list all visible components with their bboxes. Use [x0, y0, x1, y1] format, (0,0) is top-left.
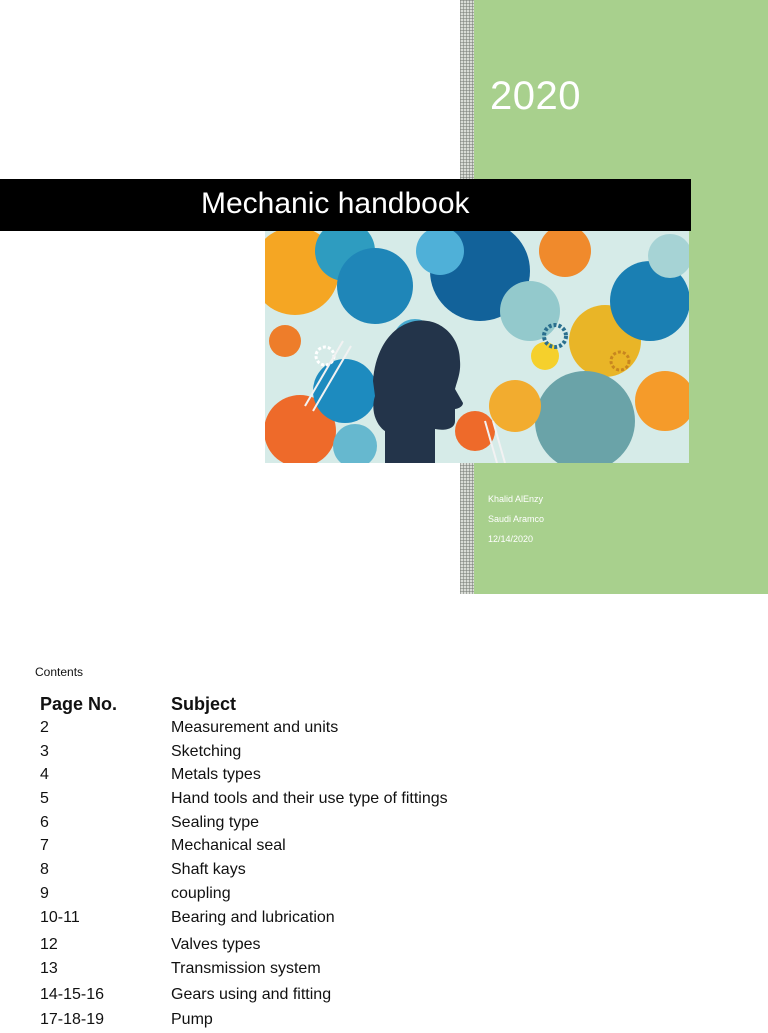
- cover-company: Saudi Aramco: [488, 514, 545, 524]
- cover-year: 2020: [490, 74, 581, 118]
- toc-page-number: 12: [40, 936, 58, 953]
- toc-page-number: 4: [40, 766, 49, 783]
- toc-page-number: 9: [40, 885, 49, 902]
- toc-page-number: 13: [40, 960, 58, 977]
- toc-subject: Mechanical seal: [171, 837, 286, 854]
- toc-subject: Sketching: [171, 743, 242, 760]
- cover-illustration: [265, 231, 689, 463]
- toc-page-number: 5: [40, 790, 49, 807]
- cover-date: 12/14/2020: [488, 534, 534, 544]
- toc-subject: Pump: [171, 1011, 213, 1028]
- toc-subject: Sealing type: [171, 814, 260, 831]
- toc-page-number: 7: [40, 837, 49, 854]
- head-gears-bubbles-image: [265, 231, 689, 463]
- toc-subject: coupling: [171, 885, 231, 902]
- toc-page-number: 6: [40, 814, 49, 831]
- toc-subject: Transmission system: [171, 960, 321, 977]
- contents-label: Contents: [35, 665, 84, 679]
- toc-subject: Hand tools and their use type of fittings: [171, 790, 448, 807]
- toc-page-number: 14-15-16: [40, 986, 105, 1003]
- toc-subject: Valves types: [171, 936, 261, 953]
- toc-page-number: 10-11: [40, 909, 80, 926]
- toc-subject: Measurement and units: [171, 719, 339, 736]
- toc-subject: Gears using and fitting: [171, 986, 332, 1003]
- cover-author: Khalid AlEnzy: [488, 494, 544, 504]
- title-bar: [0, 179, 691, 231]
- toc-page-number: 8: [40, 861, 49, 878]
- document-title: Mechanic handbook: [201, 187, 470, 220]
- toc-subject: Shaft kays: [171, 861, 246, 878]
- toc-subject: Metals types: [171, 766, 261, 783]
- toc-page-number: 17-18-19: [40, 1011, 105, 1028]
- toc-header-subject: Subject: [171, 694, 237, 714]
- toc-page-number: 3: [40, 743, 49, 760]
- toc-subject: Bearing and lubrication: [171, 909, 335, 926]
- toc-header-page: Page No.: [40, 694, 118, 714]
- toc-page-number: 2: [40, 719, 49, 736]
